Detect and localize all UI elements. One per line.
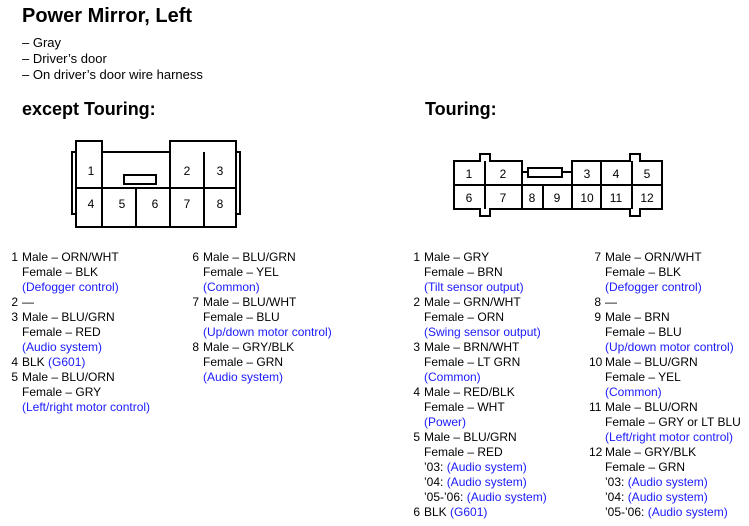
pin-number: 3 (11, 310, 18, 324)
pin-line: (Common) (203, 280, 260, 294)
pin-line: ’05-’06: (Audio system) (424, 490, 547, 504)
pin-description (187, 295, 332, 340)
pin-number: 4 (413, 385, 420, 399)
pin-description (6, 295, 150, 310)
pin-number: 5 (11, 370, 18, 384)
pin-number: 10 (589, 355, 603, 369)
touring-pin-label-1: 1 (465, 167, 473, 181)
pin-line: Male – BLU/ORN (22, 370, 115, 384)
touring-pin-label-9: 9 (553, 191, 561, 205)
pin-label-3: 3 (216, 164, 224, 178)
pin-number: 7 (594, 250, 601, 264)
pin-line: ’05-’06: (Audio system) (605, 505, 728, 519)
pin-line: Male – BLU/GRN (605, 355, 698, 369)
pin-line: (Common) (605, 385, 662, 399)
pin-line: (Tilt sensor output) (424, 280, 524, 294)
pin-line: Female – LT GRN (424, 355, 521, 369)
pin-number: 3 (413, 340, 420, 354)
pin-line: (Defogger control) (22, 280, 119, 294)
touring-pin-label-3: 3 (583, 167, 591, 181)
pin-line: (Left/right motor control) (22, 400, 151, 414)
pin-label-7: 7 (183, 197, 191, 211)
pin-description (408, 505, 547, 520)
touring-pin-label-5: 5 (643, 167, 651, 181)
pin-number: 6 (413, 505, 420, 519)
pin-line: Male – GRY (424, 250, 490, 264)
pin-line: Female – RED (424, 445, 503, 459)
pin-line: Female – BLK (22, 265, 99, 279)
pin-line: — (22, 295, 34, 309)
pin-label-4: 4 (87, 197, 95, 211)
pin-line: Male – BRN/WHT (424, 340, 520, 354)
pin-description (589, 295, 741, 310)
pin-line: Female – GRN (203, 355, 284, 369)
pin-number: 2 (413, 295, 420, 309)
pin-line: Male – BLU/GRN (424, 430, 517, 444)
pin-line: Male – BLU/ORN (605, 400, 698, 414)
pin-line: Male – GRY/BLK (203, 340, 295, 354)
pin-line: BLK (G601) (22, 355, 86, 369)
pin-line: (Defogger control) (605, 280, 702, 294)
pin-line: (Up/down motor control) (203, 325, 332, 339)
pin-description (187, 340, 332, 385)
pin-description (408, 340, 547, 385)
touring-pins-col2 (589, 250, 741, 520)
touring-connector (448, 152, 668, 218)
pin-line: ’03: (Audio system) (605, 475, 708, 489)
pin-description (589, 445, 741, 520)
pin-line: (Left/right motor control) (605, 430, 734, 444)
pin-number: 12 (589, 445, 603, 459)
pin-description (6, 370, 150, 415)
pin-description (408, 385, 547, 430)
pin-line: Male – GRY/BLK (605, 445, 697, 459)
pin-line: Male – BLU/GRN (22, 310, 115, 324)
pin-line: (Up/down motor control) (605, 340, 734, 354)
pin-description (589, 250, 741, 295)
pin-line: ’03: (Audio system) (424, 460, 527, 474)
pin-description (187, 250, 332, 295)
pin-label-8: 8 (216, 197, 224, 211)
pin-line: Female – GRY or LT BLU (605, 415, 741, 429)
pin-number: 6 (192, 250, 199, 264)
except-touring-pins-col2 (187, 250, 332, 385)
pin-number: 2 (11, 295, 18, 309)
pin-line: (Power) (424, 415, 467, 429)
pin-line: Male – ORN/WHT (22, 250, 119, 264)
page-title: Power Mirror, Left (22, 5, 193, 27)
pin-line: Male – BRN (605, 310, 670, 324)
pin-number: 8 (594, 295, 601, 309)
pin-number: 9 (594, 310, 601, 324)
touring-pin-label-12: 12 (640, 191, 654, 205)
pin-number: 1 (413, 250, 420, 264)
pin-line: ’04: (Audio system) (424, 475, 527, 489)
pin-line: BLK (G601) (424, 505, 488, 519)
pin-line: Female – WHT (424, 400, 505, 414)
pin-line: (Audio system) (22, 340, 103, 354)
pin-line: Female – YEL (605, 370, 681, 384)
pin-label-2: 2 (183, 164, 191, 178)
except-touring-pins-col1 (6, 250, 150, 415)
touring-pin-label-4: 4 (612, 167, 620, 181)
pin-line: (Swing sensor output) (424, 325, 541, 339)
pin-description (589, 400, 741, 445)
pin-line: Male – GRN/WHT (424, 295, 521, 309)
pin-description (408, 250, 547, 295)
pin-description (589, 355, 741, 400)
pin-line: Female – BLU (203, 310, 280, 324)
pin-line: Female – GRY (22, 385, 102, 399)
pin-line: Female – GRN (605, 460, 686, 474)
pin-line: ’04: (Audio system) (605, 490, 708, 504)
pin-line: Female – RED (22, 325, 101, 339)
touring-pin-label-7: 7 (499, 191, 507, 205)
pin-number: 7 (192, 295, 199, 309)
touring-pins-col1 (408, 250, 547, 520)
pin-description (6, 355, 150, 370)
pin-label-5: 5 (118, 197, 126, 211)
pin-line: Female – ORN (424, 310, 505, 324)
connector-details (22, 35, 203, 83)
detail-location: – Driver’s door (22, 51, 107, 66)
pin-description (6, 310, 150, 355)
pin-line: Female – BLU (605, 325, 682, 339)
pin-line: Male – BLU/WHT (203, 295, 297, 309)
pin-description (408, 430, 547, 505)
touring-pin-label-6: 6 (465, 191, 473, 205)
touring-pin-label-10: 10 (580, 191, 594, 205)
pin-line: (Audio system) (203, 370, 284, 384)
pin-line: Male – BLU/GRN (203, 250, 296, 264)
except-touring-connector (70, 140, 242, 228)
pin-label-6: 6 (151, 197, 159, 211)
pin-number: 5 (413, 430, 420, 444)
pin-line: Female – BLK (605, 265, 682, 279)
detail-harness: – On driver’s door wire harness (22, 67, 203, 82)
pin-number: 1 (11, 250, 18, 264)
pin-line: Female – YEL (203, 265, 279, 279)
detail-color: – Gray (22, 35, 62, 50)
touring-pin-label-2: 2 (499, 167, 507, 181)
pin-number: 4 (11, 355, 18, 369)
pin-label-1: 1 (87, 164, 95, 178)
pin-line: (Common) (424, 370, 481, 384)
touring-heading: Touring: (425, 99, 497, 119)
pin-line: Female – BRN (424, 265, 503, 279)
pin-line: — (605, 295, 617, 309)
pin-description (6, 250, 150, 295)
pin-line: Male – RED/BLK (424, 385, 515, 399)
pin-number: 8 (192, 340, 199, 354)
pin-description (589, 310, 741, 355)
except-touring-heading: except Touring: (22, 99, 156, 119)
pin-number: 11 (589, 400, 602, 414)
touring-pin-label-11: 11 (609, 191, 623, 205)
pin-line: Male – ORN/WHT (605, 250, 702, 264)
pin-description (408, 295, 547, 340)
touring-pin-label-8: 8 (528, 191, 536, 205)
